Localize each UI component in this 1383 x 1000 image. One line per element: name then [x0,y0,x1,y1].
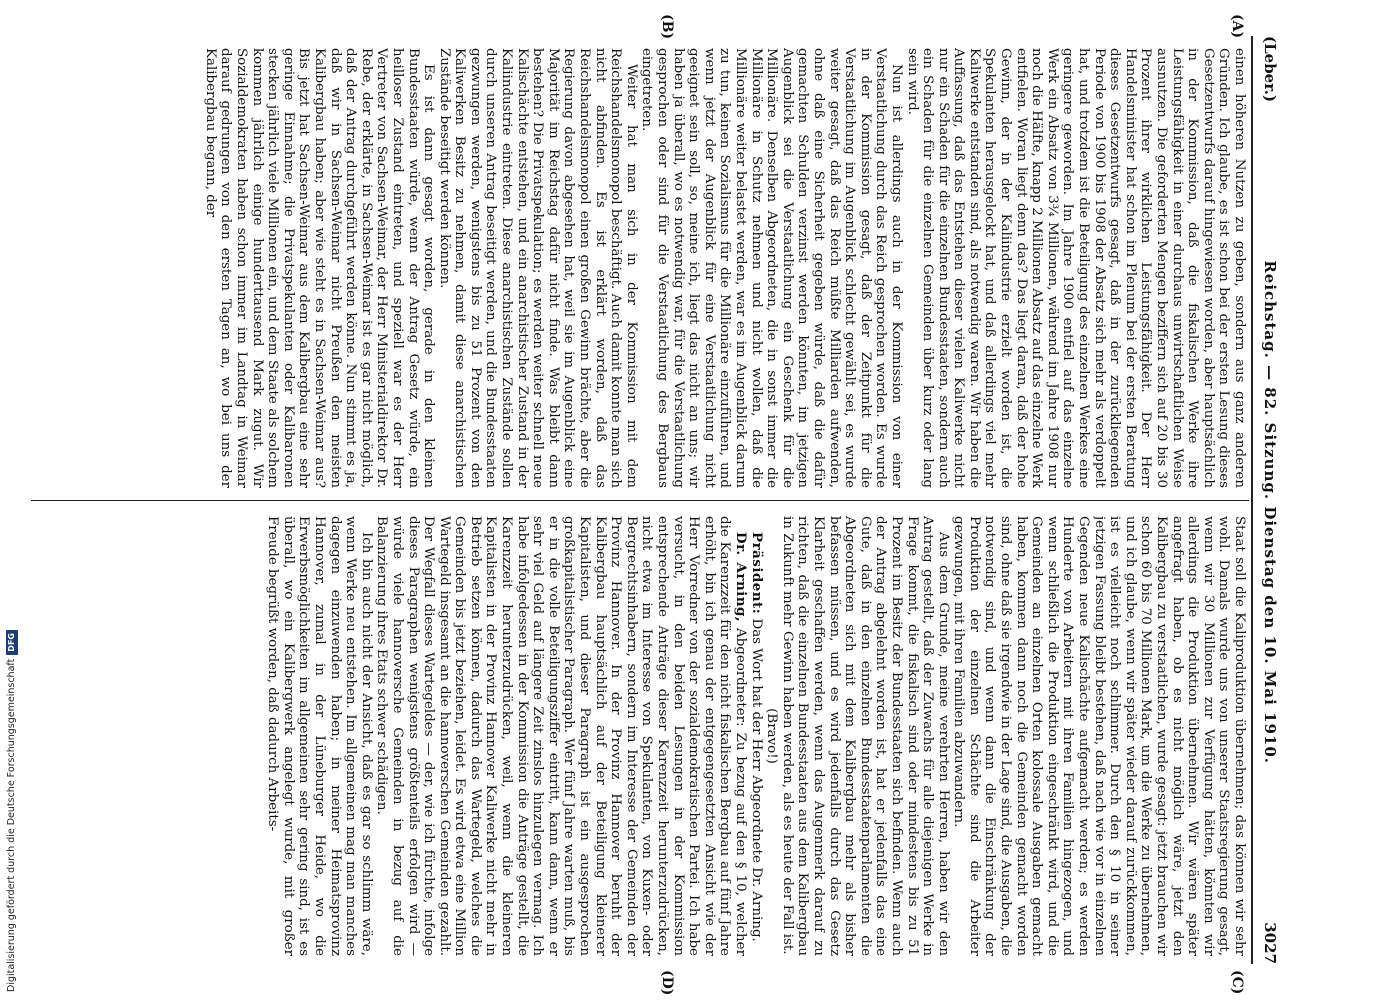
margin-letter-b: (B) [659,14,675,40]
right-paragraph-1: Staat soll die Kaliproduktion übernehmen; das können wir sehr wohl. Damals wurde uns von unserer Staatsregierung gesagt, wenn wir 30 Millionen zur Verfügung hätten, könnten wir allerdings die Produktion übernehmen. Wir wären später angefragt haben, ob es nicht möglich wäre, jetzt den Kalibergbau zu verstaatlichen, wurde gesagt: jetzt brauchen wir schon 60 bis 70 Millionen Mark, um die Werke zu übernehmen, und ich glaube, wenn wir später wieder darauf zurückkommen, ist es vielleicht noch schlimmer. Durch den § 10 in seiner jetzigen Fassung bleibt bestehen, daß nach wie vor in einzelnen Gegenden neue Kalischächte aufgemacht werden; es werden Hunderte von Arbeitern mit ihren Familien hingezogen, und wenn schließlich die Produktion eingeschränkt wird, und die Gemeinden an einzelnen Orten kolossale Ausgaben gemacht haben, kommen dann noch die Gemeinden gemacht worden sind, ohne daß sie irgendwie in der Lage sind, die Ausgaben, die notwendig sind, und wenn dann die Einschränkung der Produktion der einzelnen Schächte sind die Arbeiter gezwungen, mit ihren Familien abzuwandern. [951,516,1247,956]
arning-speech-text: Zu bezug auf den § 10, welcher die Karenzzeit für den nicht fiskalischen Bergbau auf fünf Jahre erhöht, bin ich genau der entgegengesetzten Ansicht wie der Herr Vorredner von der sozialdemokratischen Partei. Ich habe versucht, in den beiden Lesungen in der Kommission entsprechende Anträge dieser Karenzzeit herunterzudrücken, nicht etwa im Interesse von Spekulanten, von Kuxen- oder Bergrechtsinhabern, sondern im Interesse der Gemeinden der Provinz Hannover. In der Provinz Hannover beruht der Kalibergbau hauptsächlich auf der Beteiligung kleinerer Kapitalisten, und dieser Paragraph ist ein ausgesprochen großkapitalistischer Paragraph. Wer fünf Jahre warten muß, bis er in die volle Beteiligungsziffer eintritt, kann dann, wenn er sehr viel Geld auf längere Zeit zinslos hinzulegen vermag. Ich habe infolgedessen in der Kommission die Anträge gestellt, die Karenzzeit herunterzudrücken, weil, wenn die kleineren Kapitalisten in der Provinz Hannover Kaliwerke nicht mehr in Betrieb setzen können, dadurch das Wartegeld, welches die Gemeinden bis jetzt beziehen, leidet. Es wird etwa eine Million Wartegeld insgesamt an die hannoverschen Gemeinden gezahlt. Der Wegfall dieses Wartegeldes — der, wie ich fürchte, infolge dieses Paragraphen wenigstens größtenteils erfolgen wird — würde viele hannoversche Gemeinden in bezug auf die Balanzierung ihres Etats schwer schädigen. [374,516,748,956]
margin-letter-c: (C) [1229,970,1245,995]
page-number: 3027 [1261,922,1279,964]
right-paragraph-final: Ich bin auch nicht der Ansicht, daß es gar so schlimm wäre, wenn Werke neu entstehen. Im allgemeinen mag man manches dagegen einzuwenden haben; in meiner Heimatsprovinz Hannover, zumal in der Lüneburger Heide, wo die Erwerbsmöglichkeiten im allgemeinen sehr gering sind, ist es überall, wo ein Kalibergwerk angelegt wurde, mit großer Freude begrüßt worden, daß dadurch Arbeits- [265,516,374,956]
arning-speech-opening [374,516,748,956]
dfg-logo: DFG [6,630,18,655]
digitization-credit-line [4,606,20,992]
left-paragraph-4: Es ist dann gesagt worden, gerade in den kleinen Bundesstaaten würde, wenn der Antrag Gesetz würde, ein heilloser Zustand eintreten, und speziell war es der Herr Vertreter von Sachsen-Weimar, der Herr Ministerialdirektor Dr. Rebe, der erklärte, in Sachsen-Weimar ist es gar nicht möglich, daß der Antrag durchgeführt werden könne. Nun stimmt es ja, daß wir in Sachsen-Weimar nicht Preußen den meisten Kalibergbau haben; aber wie steht es in Sachsen-Weimar aus? Bis jetzt hat Sachsen-Weimar aus dem Kalibergbau eine sehr geringe Einnahme; die Privatspekulanten oder Kalibaronen stecken jährlich viele Millionen ein, und dem Staate als solchem kommen jährlich einige hunderttausend Mark zugut. Wir Sozialdemokraten haben schon immer im Landtag in Weimar darauf gedrungen von den ersten Tagen an, wo bei uns der Kalibergbau begann, der [202,48,437,488]
right-column [37,516,1247,956]
credit-text: Digitalisierung gefördert durch die Deutsche Forschungsgemeinschaft [6,658,17,992]
rotated-page-content [15,0,1315,1000]
left-paragraph-1: einen höheren Nutzen zu geben, sondern aus ganz anderen Gründen. Ich glaube, es ist schon bei der ersten Lesung dieses Gesetzentwurfs darauf hingewiesen worden, aber hauptsächlich in der Kommission, daß die fiskalischen Werke ihre Leistungsfähigkeit in einer durchaus unwirtschaftlichen Weise ausnutzen. Die geforderten Mengen beziffern sich auf 20 bis 30 Prozent ihrer wirklichen Leistungsfähigkeit. Der Herr Handelsminister hat schon im Plenum bei der ersten Beratung dieses Gesetzentwurfs gesagt, daß in der zurückliegenden Periode von 1900 bis 1908 der Absatz sich mehr als verdoppelt hat, und trotzdem ist die Beteiligung des einzelnen Werkes eine geringere geworden. Im Jahre 1900 entfiel auf das einzelne Werk ein Absatz von 3¾ Millionen, während im Jahre 1908 nur noch die Hälfte, knapp 2 Millionen Absatz auf das einzelne Werk entfielen. Woran liegt denn das? Das liegt daran, daß der hohe Gewinn, der in der Kaliindustrie erzielt worden ist, die Spekulanten herausgelockt hat, und daß allerdings viel mehr Kaliwerke entstanden sind, als notwendig waren. Wir haben die Auffassung, daß das Entstehen dieser vielen Kaliwerke nicht nur ein Schaden für die einzelnen Bundesstaaten, sondern auch ein Schaden für die einzelnen Gemeinden über kurz oder lang sein wird. [904,48,1247,488]
digitization-credit [2,606,22,996]
president-statement [748,516,764,956]
header-title: Reichstag. — 82. Sitzung. Dienstag den 10. Mai 1910. [1261,260,1279,764]
column-divider [31,500,1249,501]
left-column [37,48,1247,488]
arning-speaker-label: Dr. Arning, [733,532,749,623]
page-header [1255,36,1285,964]
president-speaker-label: Präsident: [748,532,765,615]
margin-letter-a: (A) [1229,14,1245,39]
right-paragraph-2: Aus dem Grunde, meine verehrten Herren, haben wir den Antrag gestellt, daß der Zuwachs für alle diejenigen Werke in Frage kommt, die fiskalisch sind oder mindestens bis zu 51 Prozent im Besitz der Bundesstaaten sich befinden. Wenn auch der Antrag abgelehnt worden ist, hat er jedenfalls das eine Gute, daß in den einzelnen Bundesstaatenparlamenten die Abgeordneten sich mit dem Kalibergbau mehr als bisher befassen müssen, und es wird jedenfalls durch das Gesetz Klarheit geschaffen werden, wenn das Augenmerk darauf zu richten, daß die einzelnen Bundesstaaten aus dem Kalibergbau in Zukunft mehr Gewinn haben werden, als es heute der Fall ist. [779,516,951,956]
applause-note: (Bravo!) [764,708,780,764]
header-continued-speaker: (Leber.) [1261,36,1279,103]
margin-letter-d: (D) [659,970,675,996]
left-paragraph-3: Weiter hat man sich in der Kommission mit dem Reichshandelsmonopol beschäftigt. Auch damit konnte man sich nicht abfinden. Es ist erklärt worden, daß das Reichshandelsmonopol einen großen Gewinn brächte, aber die Regierung davon abgesehen hat, weil sie im Augenblick eine Majorität im Reichstag dafür nicht finde. Was bleibt dann bestehen? Die Privatspekulation; es werden weiter schnell neue Kalischächte entstehen, und ein anarchistischer Zustand in der Kaliindustrie eintreten. Diese anarchistischen Zustände sollen durch unseren Antrag beseitigt werden, und die Bundesstaaten gezwungen werden, wenigstens bis zu 51 Prozent von den Kaliwerken Besitz zu nehmen, damit diese anarchistischen Zustände beseitigt werden können. [436,48,639,488]
president-statement-text: Das Wort hat der Herr Abgeordnete Dr. Arning. [748,618,764,942]
left-paragraph-2: Nun ist allerdings auch in der Kommission von einer Verstaatlichung durch das Reich gesprochen worden. Es wurde in der Kommission gesagt, daß der Zeitpunkt für die Verstaatlichung im Augenblick schlecht gewählt sei, es wurde weiter gesagt, daß das Reich müßte Milliarden aufwenden, ohne daß eine Sicherheit gegeben würde, daß die dafür gemachten Schulden verzinst werden könnten, im jetzigen Augenblick sei die Verstaatlichung ein Geschenk für die Millionäre. Denselben Abgeordneten, die in sonst immer die Millionäre in Schutz nehmen und nicht wollen, daß die Millionäre weiter belastet werden, war es im Augenblick darum zu tun, keinen Sozialismus für die Millionäre einzuführen, und wenn jetzt der Augenblick für eine Verstaatlichung nicht geeignet sein soll, so, meine ich, liegt das nicht an uns; wir haben ja überall, wo es notwendig war, für die Verstaatlichung gesprochen oder sind für die Verstaatlichung des Bergbaus eingetreten. [639,48,904,488]
header-rule [1251,36,1253,964]
arning-role-label: Abgeordneter: [733,628,748,727]
